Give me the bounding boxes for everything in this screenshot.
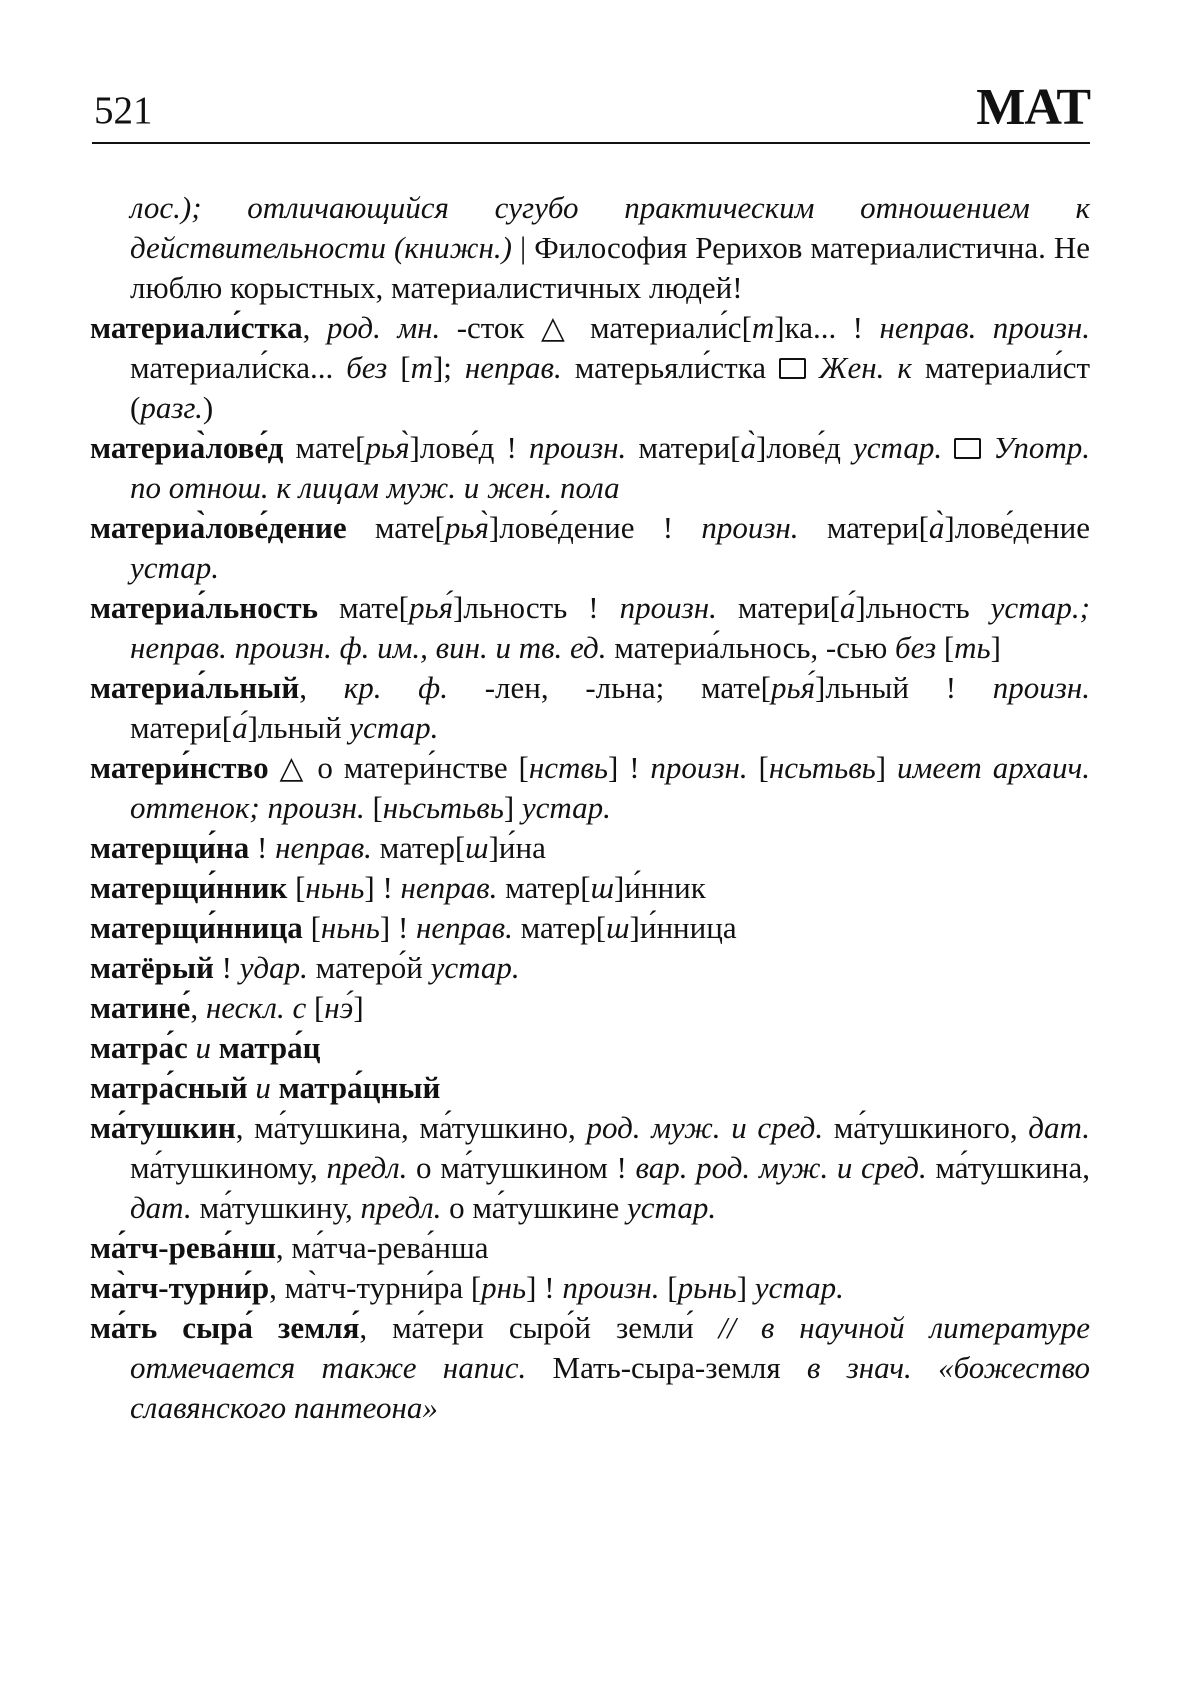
entry-text: материали́ст (: [130, 350, 1090, 425]
entry-text: -сток △ материали́с[: [440, 310, 752, 345]
entry-text: [: [747, 750, 769, 785]
entry-text: [: [306, 990, 325, 1025]
label-italic: произн.: [562, 1270, 660, 1305]
entry-materialovedenie: [90, 508, 1090, 588]
label-italic: рья̀: [365, 430, 410, 465]
label-italic: «божество славянского пантеона»: [130, 1350, 1090, 1425]
label-italic: произн.: [650, 750, 748, 785]
label-italic: а̀: [928, 510, 945, 545]
entry-text: ]лове́д !: [409, 430, 530, 465]
headword: матра́цный: [278, 1070, 441, 1105]
label-italic: в знач.: [806, 1350, 912, 1385]
entry-text: [: [936, 630, 955, 665]
headword: материа́льность: [90, 590, 318, 625]
entry-text: матер[: [497, 870, 591, 905]
label-italic: устар.: [627, 1190, 717, 1225]
entry-text: , ма̀тч-турни́ра [: [269, 1270, 482, 1305]
entry-materialoved: [90, 428, 1090, 508]
entry-text: !: [249, 830, 276, 865]
entry-text: , ма́тча-рева́нша: [275, 1230, 489, 1265]
label-italic: а̀: [740, 430, 756, 465]
entry-text: матерьяли́стка: [561, 350, 780, 385]
label-italic: Употр. по отнош. к лицам муж. и жен. пола: [130, 430, 1091, 505]
entry-text: ,: [299, 670, 344, 705]
label-italic: нэ́: [324, 990, 354, 1025]
entry-text: , ма́тери сыро́й земли́: [359, 1310, 719, 1345]
entry-text: ма́тушкиного,: [823, 1110, 1029, 1145]
label-italic: ньсьтьвь: [382, 790, 504, 825]
label-italic: разг.: [140, 390, 203, 425]
label-italic: произн.: [619, 590, 717, 625]
entry-text: ма́тушкиному,: [130, 1150, 327, 1185]
label-italic: рья̀: [444, 510, 489, 545]
entry-text: ): [202, 390, 214, 425]
square-icon: [779, 358, 806, 379]
entry-text: | Философия Рерихов материалистична. Не люблю корыстных, материалистичных людей!: [130, 230, 1091, 305]
entry-text: ]и́нник: [614, 870, 706, 905]
headword: матерщи́на: [90, 830, 250, 865]
label-italic: неправ. произн.: [879, 310, 1091, 345]
headword: матёрый: [90, 950, 214, 985]
entry-text: ]ка... !: [774, 310, 880, 345]
guide-word: МАТ: [976, 79, 1090, 136]
entry-materialistka: [90, 308, 1090, 428]
headword: ма́ть сыра́ земля́: [90, 1310, 360, 1345]
entry-materialnost: [90, 588, 1090, 668]
entry-matershchina: [90, 828, 1090, 868]
headword: ма̀тч-турни́р: [90, 1270, 270, 1305]
entry-matershchinnik: [90, 868, 1090, 908]
entry-text: ] !: [607, 750, 651, 785]
label-italic: ш: [590, 870, 615, 905]
label-italic: а́: [232, 710, 248, 745]
entry-text: ]лове́дение: [944, 510, 1090, 545]
label-italic: предл.: [326, 1150, 408, 1185]
entry-text: [: [302, 910, 321, 945]
entry-materialny: [90, 668, 1090, 748]
entry-text: о ма́тушкином !: [407, 1150, 636, 1185]
label-italic: ть: [954, 630, 991, 665]
label-italic: т: [751, 310, 775, 345]
entry-text: ] !: [364, 870, 401, 905]
label-italic: неправ.: [400, 870, 498, 905]
entry-text: о ма́тушкине: [441, 1190, 628, 1225]
entry-text: , ма́тушкина, ма́тушкино,: [235, 1110, 587, 1145]
entry-text: ма́тушкина,: [926, 1150, 1090, 1185]
headword: материа̀лове́дение: [90, 510, 347, 545]
label-italic: дат.: [130, 1190, 192, 1225]
entry-matushkin: [90, 1108, 1090, 1228]
entry-text: ] !: [526, 1270, 563, 1305]
label-italic: // в научной литературе отмечается также напис.: [130, 1310, 1091, 1385]
entry-text: матери[: [626, 430, 741, 465]
label-italic: неправ.: [464, 350, 562, 385]
entry-text: мате[: [283, 430, 366, 465]
label-italic: устар.: [754, 1270, 844, 1305]
entry-text: ]и́на: [488, 830, 546, 865]
label-italic: нескл. с: [205, 990, 307, 1025]
entry-text: ] !: [379, 910, 417, 945]
label-italic: имеет архаич. оттенок; произн.: [130, 750, 1090, 825]
entry-text: ,: [190, 990, 206, 1025]
entry-matras: [90, 1028, 1090, 1068]
entry-text: △ о матери́нстве [: [268, 750, 529, 785]
label-italic: устар.: [853, 430, 943, 465]
label-italic: т: [410, 350, 433, 385]
entry-text: ]лове́д: [756, 430, 854, 465]
entry-text: !: [213, 950, 240, 985]
label-italic: без: [895, 630, 937, 665]
label-italic: Жен. к: [806, 350, 912, 385]
label-italic: неправ.: [416, 910, 513, 945]
headword: матра́ц: [218, 1030, 321, 1065]
entry-text: [: [287, 870, 306, 905]
label-italic: произн.: [992, 670, 1091, 705]
label-italic: рьнь: [677, 1270, 737, 1305]
square-icon: [954, 438, 981, 459]
entry-text: матер[: [512, 910, 607, 945]
label-italic: а́: [839, 590, 856, 625]
label-italic: дат.: [1028, 1110, 1090, 1145]
label-italic: устар.: [430, 950, 520, 985]
label-italic: без: [346, 350, 388, 385]
running-header: [92, 78, 1090, 144]
entry-text: ]льность !: [453, 590, 620, 625]
entry-matine: [90, 988, 1090, 1028]
entry-matrasny: [90, 1068, 1090, 1108]
entry-text: ];: [432, 350, 465, 385]
headword: матине́: [90, 990, 191, 1025]
entry-text: матери[: [798, 510, 929, 545]
entry-text: ]: [875, 750, 898, 785]
headword: матерщи́нник: [90, 870, 288, 905]
headword: ма́тч-рева́нш: [90, 1230, 276, 1265]
entry-text: мате[: [318, 590, 409, 625]
label-italic: неправ.: [275, 830, 372, 865]
entry-text: ]льный !: [815, 670, 993, 705]
entry-text: мате[: [346, 510, 445, 545]
entry-materinstvo: [90, 748, 1090, 828]
label-italic: устар.; неправ. произн. ф. им., вин. и тв. ед.: [130, 590, 1090, 665]
headword: матери́нство: [90, 750, 269, 785]
entry-text: ]льный: [247, 710, 350, 745]
entry-text: [942, 430, 954, 465]
headword: матерщи́нница: [90, 910, 303, 945]
headword: материали́стка: [90, 310, 303, 345]
entry-text: ]лове́дение !: [488, 510, 702, 545]
label-italic: произн.: [529, 430, 627, 465]
entry-text: ,: [302, 310, 327, 345]
entry-text: матери[: [130, 710, 233, 745]
entry-text: -лен, -льна; мате[: [447, 670, 771, 705]
entry-mat-syra-zemlya: [90, 1308, 1090, 1428]
label-italic: ньнь: [305, 870, 365, 905]
entry-text: [: [387, 350, 411, 385]
entries-list: [90, 188, 1090, 1428]
headword: материа̀лове́д: [90, 430, 284, 465]
label-italic: нсьтьвь: [768, 750, 876, 785]
label-italic: и: [247, 1070, 279, 1105]
label-italic: произн.: [701, 510, 799, 545]
headword: матра́сный: [90, 1070, 248, 1105]
label-italic: и: [187, 1030, 219, 1065]
entry-text: материа́льнось, -сью: [606, 630, 896, 665]
entry-cont: [90, 188, 1090, 308]
label-italic: лос.); отличающийся сугубо практическим отношением к действительности (книжн.): [130, 190, 1090, 265]
entry-text: ]: [736, 1270, 755, 1305]
entry-matershchinnica: [90, 908, 1090, 948]
label-italic: нствь: [528, 750, 608, 785]
label-italic: рья́: [409, 590, 454, 625]
entry-text: матеро́й: [307, 950, 431, 985]
entry-text: ]: [353, 990, 364, 1025]
entry-text: матери[: [716, 590, 840, 625]
entry-text: ]: [503, 790, 522, 825]
entry-text: матер[: [371, 830, 466, 865]
entry-text: ]и́нница: [629, 910, 737, 945]
label-italic: устар.: [521, 790, 611, 825]
entry-text: ма́тушкину,: [191, 1190, 361, 1225]
label-italic: рья́: [770, 670, 816, 705]
entry-text: материали́ска...: [130, 350, 347, 385]
entry-matyory: [90, 948, 1090, 988]
label-italic: ньнь: [320, 910, 380, 945]
label-italic: кр. ф.: [343, 670, 448, 705]
entry-text: ]: [990, 630, 1001, 665]
label-italic: ш: [606, 910, 630, 945]
label-italic: ш: [465, 830, 489, 865]
label-italic: устар.: [349, 710, 439, 745]
label-italic: рнь: [481, 1270, 527, 1305]
label-italic: удар.: [239, 950, 308, 985]
entry-text: ]льность: [855, 590, 991, 625]
entry-text: Мать-сыра-земля: [526, 1350, 807, 1385]
page-number: 521: [94, 89, 153, 132]
label-italic: вар. род. муж. и сред.: [635, 1150, 927, 1185]
entry-match-revansh: [90, 1228, 1090, 1268]
headword: ма́тушкин: [90, 1110, 236, 1145]
entry-text: [: [659, 1270, 678, 1305]
entry-match-turnir: [90, 1268, 1090, 1308]
entry-text: [: [364, 790, 383, 825]
headword: материа́льный: [90, 670, 300, 705]
label-italic: род. муж. и сред.: [586, 1110, 824, 1145]
label-italic: устар.: [130, 550, 220, 585]
label-italic: предл.: [360, 1190, 442, 1225]
label-italic: род. мн.: [326, 310, 441, 345]
headword: матра́с: [90, 1030, 188, 1065]
